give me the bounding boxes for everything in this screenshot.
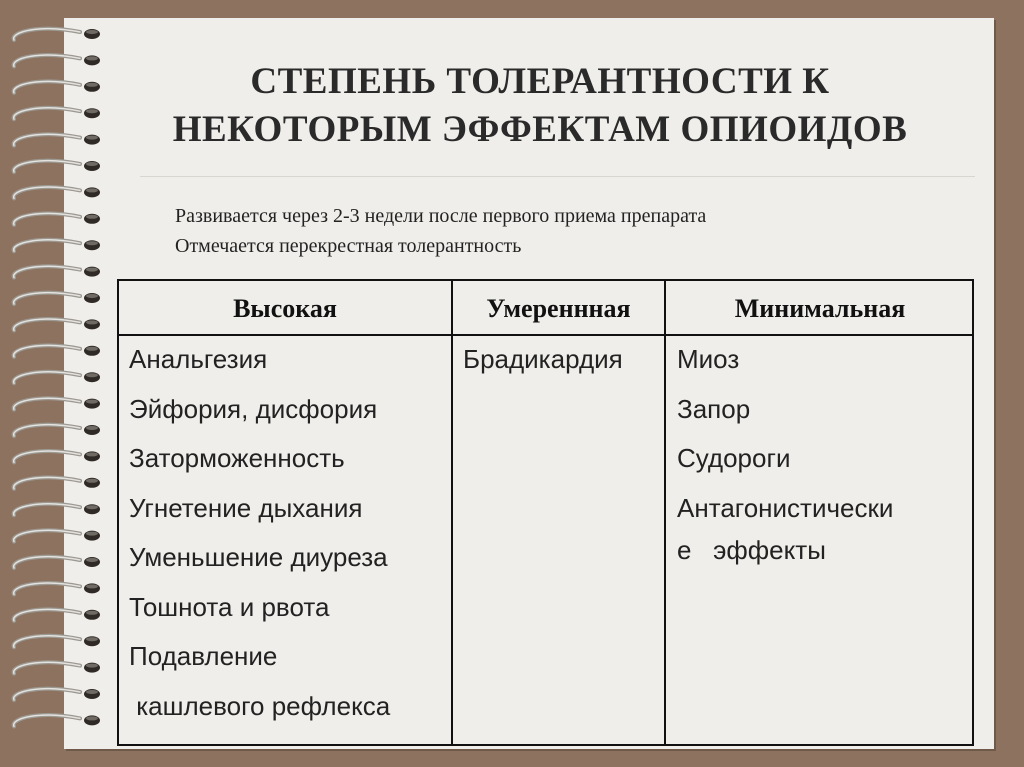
spiral-ring bbox=[14, 530, 100, 541]
table-cell-high: Подавление bbox=[129, 641, 278, 671]
table-cell-high: Угнетение дыхания bbox=[129, 492, 363, 523]
title-line-1: СТЕПЕНЬ ТОЛЕРАНТНОСТИ К bbox=[250, 61, 830, 102]
spiral-ring bbox=[14, 689, 100, 700]
spiral-ring bbox=[14, 609, 100, 620]
column-high bbox=[129, 341, 447, 737]
table-cell-minimal: Миоз bbox=[677, 344, 740, 374]
spiral-ring bbox=[14, 108, 100, 119]
spiral-ring bbox=[14, 29, 100, 40]
column-divider-1 bbox=[451, 281, 453, 744]
table-cell-minimal: е эффекты bbox=[677, 534, 826, 565]
tolerance-table bbox=[117, 279, 974, 746]
spiral-ring bbox=[14, 557, 100, 568]
spiral-ring bbox=[14, 345, 100, 356]
table-cell-minimal: Судороги bbox=[677, 443, 791, 473]
spiral-ring bbox=[14, 266, 100, 277]
table-cell-high: Заторможенность bbox=[129, 443, 345, 473]
table-cell-high: Эйфория, дисфория bbox=[129, 393, 378, 424]
spiral-ring bbox=[14, 134, 100, 145]
header-moderate: Умереннная bbox=[486, 294, 631, 323]
spiral-ring bbox=[14, 636, 100, 647]
spiral-ring bbox=[14, 715, 100, 726]
table-cell-minimal: Антагонистически bbox=[677, 492, 894, 523]
table-cell-high: Анальгезия bbox=[129, 344, 268, 374]
header-minimal: Минимальная bbox=[734, 294, 906, 323]
spiral-binding bbox=[0, 18, 112, 749]
header-divider bbox=[119, 334, 972, 336]
spiral-ring bbox=[14, 293, 100, 304]
header-high: Высокая bbox=[233, 294, 337, 323]
table-cell-moderate: Брадикардия bbox=[463, 344, 623, 374]
column-moderate bbox=[463, 341, 659, 391]
column-minimal bbox=[677, 341, 969, 581]
spiral-ring bbox=[14, 187, 100, 198]
slide-title bbox=[160, 58, 920, 154]
spiral-ring bbox=[14, 662, 100, 673]
table-cell-high: Уменьшение диуреза bbox=[129, 542, 388, 572]
spiral-ring bbox=[14, 504, 100, 515]
spiral-ring bbox=[14, 425, 100, 436]
note-onset: Развивается через 2-3 недели после первого приема препарата bbox=[175, 205, 707, 227]
title-divider bbox=[140, 176, 975, 177]
spiral-ring bbox=[14, 55, 100, 66]
spiral-ring bbox=[14, 319, 100, 330]
column-divider-2 bbox=[664, 281, 666, 744]
table-cell-high: кашлевого рефлекса bbox=[129, 690, 391, 721]
spiral-ring bbox=[14, 451, 100, 462]
table-cell-high: Тошнота и рвота bbox=[129, 591, 330, 622]
spiral-ring bbox=[14, 240, 100, 251]
note-cross-tolerance: Отмечается перекрестная толерантность bbox=[175, 235, 522, 257]
spiral-ring bbox=[14, 583, 100, 594]
spiral-ring bbox=[14, 161, 100, 172]
spiral-ring bbox=[14, 213, 100, 224]
spiral-ring bbox=[14, 372, 100, 383]
spiral-ring bbox=[14, 398, 100, 409]
table-cell-minimal: Запор bbox=[677, 393, 751, 424]
spiral-ring bbox=[14, 477, 100, 488]
spiral-ring bbox=[14, 81, 100, 92]
title-line-2: НЕКОТОРЫМ ЭФФЕКТАМ ОПИОИДОВ bbox=[172, 109, 908, 150]
